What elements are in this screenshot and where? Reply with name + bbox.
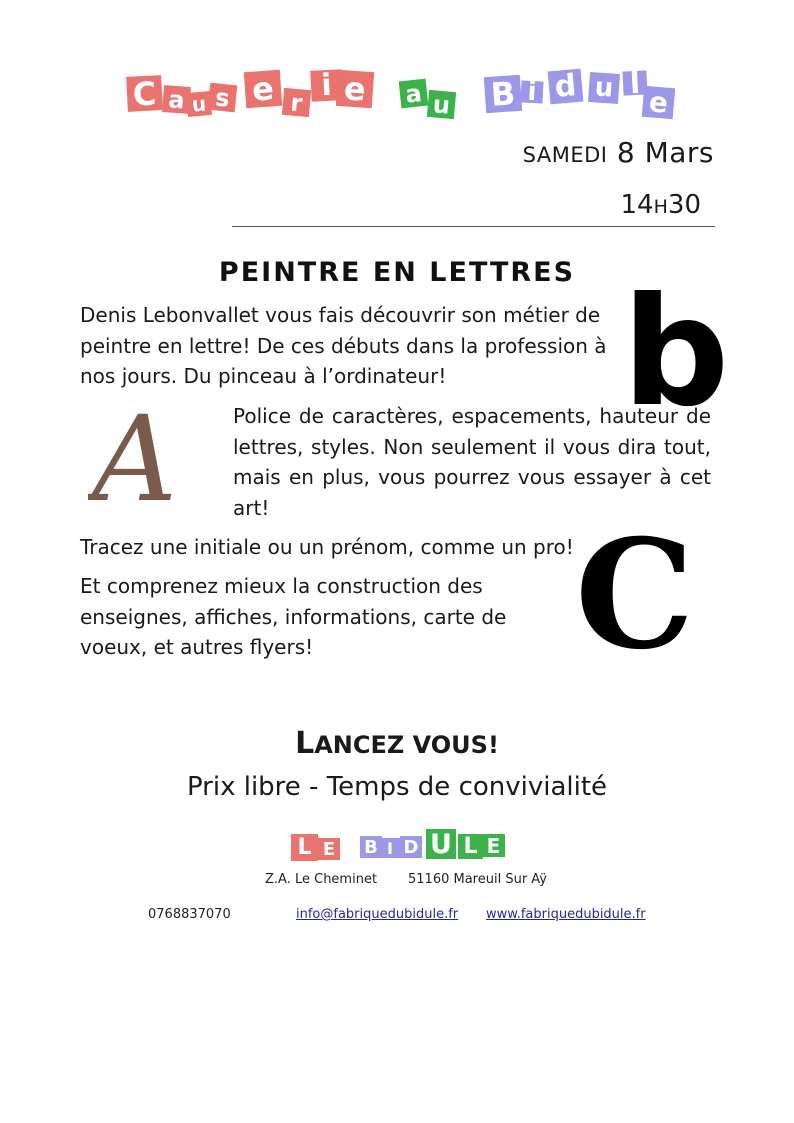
date-rest: 8 Mars [607, 136, 714, 169]
paragraph-initial: Tracez une initiale ou un prénom, comme un pro! [80, 535, 574, 559]
title-letter: e [336, 70, 374, 108]
title-letter: B [484, 75, 522, 113]
title-letter: u [588, 72, 620, 104]
price-line: Prix libre - Temps de convivialité [186, 772, 608, 802]
website-link[interactable]: www.fabriquedubidule.fr [486, 907, 646, 922]
time-hours: 14 [620, 190, 654, 220]
event-date [523, 136, 714, 169]
logo-letter: B [360, 836, 382, 858]
title-letter: e [642, 86, 676, 120]
title-letter: e [244, 70, 282, 108]
decorative-letter-b: b [622, 266, 730, 440]
paragraph-fonts: Police de caractères, espacements, hauteur de lettres, styles. Non seulement il vous dira tout, mais en plus, vous pourrez vous essayer à cet art! [233, 404, 711, 520]
title-letter: a [399, 79, 429, 109]
title-letter: i [310, 69, 343, 102]
logo-letter: I [380, 838, 400, 858]
paragraph-intro: Denis Lebonvallet vous fais découvrir son métier de peintre en lettre! De ces débuts dans la profession à nos jours. Du pinceau à l’ordinateur! [80, 303, 607, 388]
paragraph-construction: Et comprenez mieux la construction des enseignes, affiches, informations, carte de voeux, et autres flyers! [80, 574, 507, 659]
launch-first: L [295, 726, 315, 761]
decorative-letter-c: C [575, 507, 695, 683]
address-city: 51160 Mareuil Sur Aÿ [408, 872, 547, 887]
logo-letter: E [482, 834, 505, 857]
title-letter: u [186, 91, 212, 117]
event-time [621, 190, 701, 220]
email-link[interactable]: info@fabriquedubidule.fr [296, 907, 459, 922]
decorative-letter-a [88, 404, 228, 510]
title-letter: r [282, 88, 311, 117]
title-letter: u [427, 90, 456, 119]
phone-number: 0768837070 [148, 907, 231, 922]
title-letter: d [548, 69, 584, 105]
divider-line [232, 226, 715, 227]
logo-letter: U [426, 829, 456, 859]
decorative-letter-a-text: A [92, 404, 178, 510]
title-letter: C [126, 75, 163, 112]
title-letter: l [622, 70, 647, 95]
launch-heading [0, 726, 794, 761]
logo-letter: D [400, 836, 422, 858]
title-letter: i [520, 80, 543, 103]
logo-letter: E [318, 838, 340, 860]
time-h: H [653, 196, 668, 218]
address-street: Z.A. Le Cheminet [265, 872, 378, 887]
logo-letter: L [458, 834, 483, 859]
time-minutes: 30 [667, 190, 701, 220]
title-letter: a [162, 85, 191, 114]
title-letter: s [208, 83, 238, 113]
section-title: PEINTRE EN LETTRES [218, 257, 576, 288]
logo-letter: L [291, 834, 318, 861]
launch-rest: ANCEZ VOUS! [314, 731, 499, 759]
date-day: SAMEDI [522, 143, 608, 167]
